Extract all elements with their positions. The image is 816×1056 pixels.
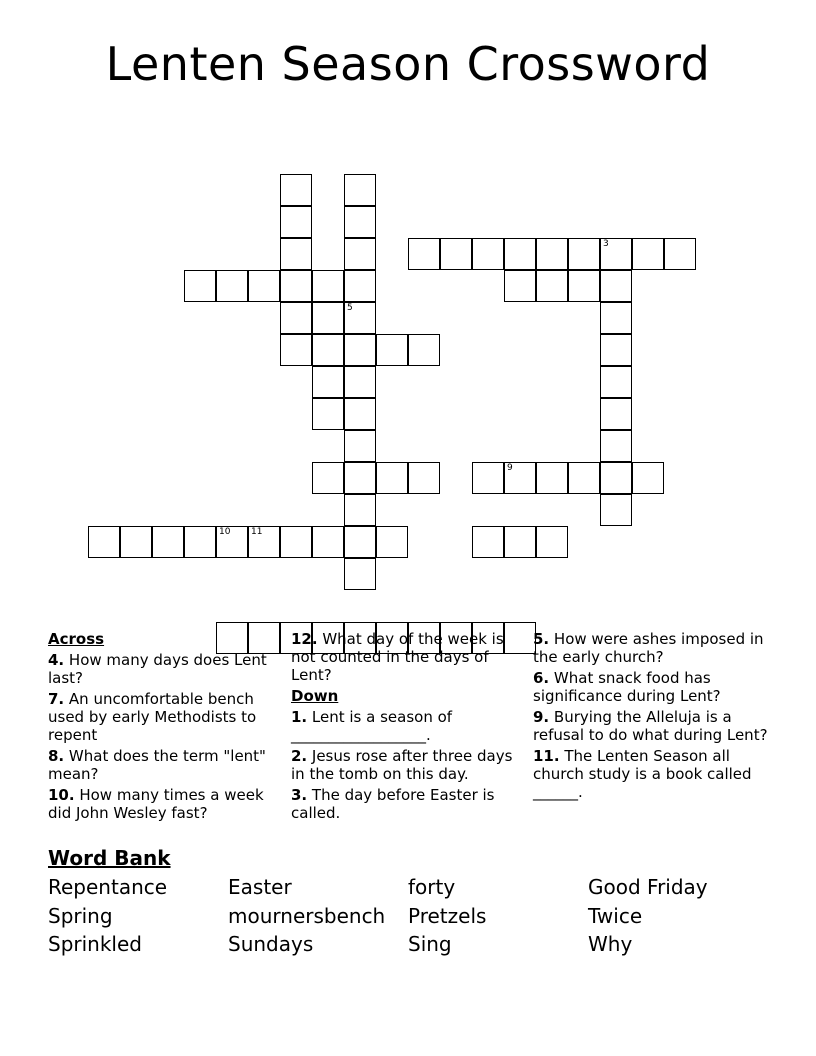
grid-cell[interactable] <box>344 558 376 590</box>
word-bank-item: Sprinkled <box>48 932 142 956</box>
clues-column-2 <box>291 630 527 825</box>
grid-cell[interactable] <box>536 270 568 302</box>
grid-cell[interactable] <box>664 238 696 270</box>
grid-cell[interactable] <box>344 302 376 334</box>
grid-cell[interactable] <box>600 302 632 334</box>
grid-cell[interactable] <box>312 366 344 398</box>
clue-down-9: 9. Burying the Alleluja is a refusal to do what during Lent? <box>533 708 768 744</box>
grid-cell[interactable] <box>376 462 408 494</box>
grid-cell[interactable] <box>280 526 312 558</box>
grid-cell[interactable] <box>600 462 632 494</box>
grid-cell[interactable] <box>88 526 120 558</box>
word-bank-item: Spring <box>48 904 113 928</box>
grid-cell[interactable] <box>472 526 504 558</box>
grid-cell[interactable] <box>568 462 600 494</box>
clue-down-3: 3. The day before Easter is called. <box>291 786 495 822</box>
grid-cell[interactable] <box>344 462 376 494</box>
grid-cell[interactable] <box>632 238 664 270</box>
grid-cell[interactable] <box>280 206 312 238</box>
grid-cell[interactable] <box>120 526 152 558</box>
word-bank-item: Repentance <box>48 875 168 899</box>
grid-cell[interactable] <box>312 462 344 494</box>
grid-cell[interactable] <box>440 238 472 270</box>
grid-cell[interactable] <box>312 398 344 430</box>
word-bank-item: Sundays <box>228 932 314 956</box>
clue-down-2: 2. Jesus rose after three days in the tomb on this day. <box>291 747 513 783</box>
grid-cell[interactable] <box>216 526 248 558</box>
grid-cell[interactable] <box>600 398 632 430</box>
grid-cell[interactable] <box>312 526 344 558</box>
grid-cell[interactable] <box>344 270 376 302</box>
grid-cell[interactable] <box>344 430 376 462</box>
word-bank-item: mournersbench <box>228 904 386 928</box>
clue-number: 10 <box>219 527 231 537</box>
grid-cell[interactable] <box>600 238 632 270</box>
grid-cell[interactable] <box>280 174 312 206</box>
grid-cell[interactable] <box>312 334 344 366</box>
grid-cell[interactable] <box>600 430 632 462</box>
grid-cell[interactable] <box>344 174 376 206</box>
clue-number: 11 <box>251 527 263 537</box>
grid-cell[interactable] <box>600 270 632 302</box>
clue-down-6: 6. What snack food has significance during Lent? <box>533 669 721 705</box>
word-bank-item: Good Friday <box>588 875 708 899</box>
grid-cell[interactable] <box>344 526 376 558</box>
word-bank-item: forty <box>408 875 456 899</box>
grid-cell[interactable] <box>632 462 664 494</box>
grid-cell[interactable] <box>376 526 408 558</box>
grid-cell[interactable] <box>248 526 280 558</box>
word-bank-item: Easter <box>228 875 292 899</box>
grid-cell[interactable] <box>600 366 632 398</box>
grid-cell[interactable] <box>568 238 600 270</box>
grid-cell[interactable] <box>376 334 408 366</box>
grid-cell[interactable] <box>344 334 376 366</box>
clue-down-1: 1. Lent is a season of __________________. <box>291 708 453 744</box>
word-bank-item: Pretzels <box>408 904 487 928</box>
grid-cell[interactable] <box>216 270 248 302</box>
clue-number: 3 <box>603 239 609 249</box>
grid-cell[interactable] <box>568 270 600 302</box>
grid-cell[interactable] <box>280 334 312 366</box>
grid-cell[interactable] <box>536 462 568 494</box>
grid-cell[interactable] <box>280 238 312 270</box>
grid-cell[interactable] <box>312 302 344 334</box>
clue-across-12: 12. What day of the week is not counted in the days of Lent? <box>291 630 504 684</box>
clue-down-11: 11. The Lenten Season all church study is a book called ______. <box>533 747 752 801</box>
grid-cell[interactable] <box>504 238 536 270</box>
page-title: Lenten Season Crossword <box>105 37 711 91</box>
grid-cell[interactable] <box>184 526 216 558</box>
grid-cell[interactable] <box>344 366 376 398</box>
word-bank-item: Twice <box>588 904 643 928</box>
grid-cell[interactable] <box>312 270 344 302</box>
grid-cell[interactable] <box>344 206 376 238</box>
clue-across-7: 7. An uncomfortable bench used by early Methodists to repent <box>48 690 257 744</box>
grid-cell[interactable] <box>600 334 632 366</box>
clue-down-5: 5. How were ashes imposed in the early church? <box>533 630 764 666</box>
word-bank-item: Sing <box>408 932 452 956</box>
grid-cell[interactable] <box>408 238 440 270</box>
grid-cell[interactable] <box>408 462 440 494</box>
word-bank-title: Word Bank <box>48 846 171 870</box>
grid-cell[interactable] <box>280 302 312 334</box>
clues-column-1 <box>48 630 276 825</box>
grid-cell[interactable] <box>344 238 376 270</box>
clue-number: 9 <box>507 463 513 473</box>
grid-cell[interactable] <box>536 238 568 270</box>
grid-cell[interactable] <box>504 526 536 558</box>
grid-cell[interactable] <box>344 398 376 430</box>
grid-cell[interactable] <box>600 494 632 526</box>
grid-cell[interactable] <box>472 462 504 494</box>
across-header: Across <box>48 630 105 648</box>
grid-cell[interactable] <box>152 526 184 558</box>
grid-cell[interactable] <box>280 270 312 302</box>
down-header: Down <box>291 687 339 705</box>
grid-cell[interactable] <box>504 270 536 302</box>
clues-column-3 <box>533 630 773 804</box>
grid-cell[interactable] <box>504 462 536 494</box>
clue-across-4: 4. How many days does Lent last? <box>48 651 267 687</box>
clue-across-8: 8. What does the term "lent" mean? <box>48 747 266 783</box>
grid-cell[interactable] <box>344 494 376 526</box>
grid-cell[interactable] <box>536 526 568 558</box>
word-bank-item: Why <box>588 932 633 956</box>
clue-number: 5 <box>347 303 353 313</box>
grid-cell[interactable] <box>184 270 216 302</box>
grid-cell[interactable] <box>408 334 440 366</box>
grid-cell[interactable] <box>472 238 504 270</box>
grid-cell[interactable] <box>248 270 280 302</box>
clue-across-10: 10. How many times a week did John Wesley fast? <box>48 786 264 822</box>
